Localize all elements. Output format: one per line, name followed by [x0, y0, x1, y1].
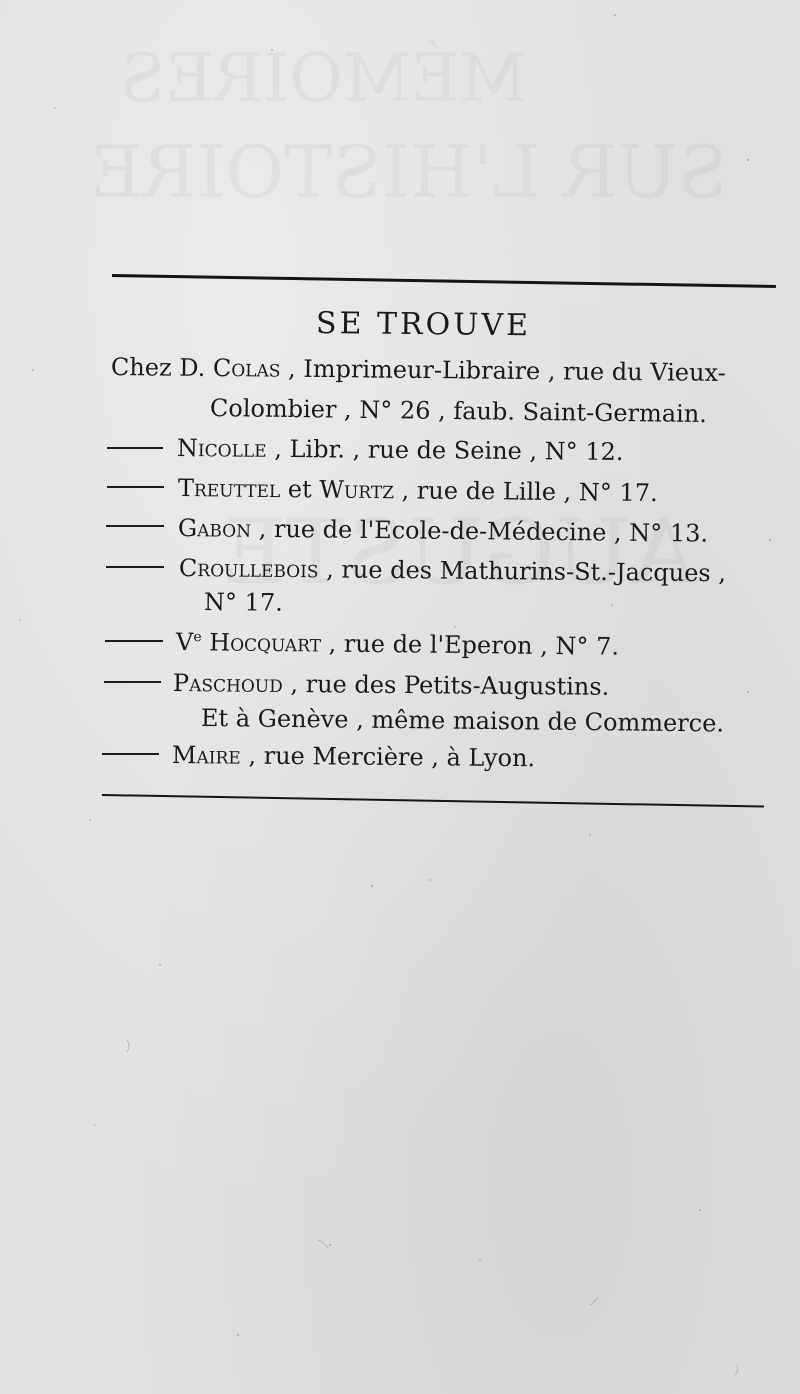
bottom-rule [102, 794, 764, 808]
entry-wurtz-name: Wurtz [319, 475, 395, 505]
entry-dash [107, 447, 163, 449]
entry-maire-address: , rue Mercière , à Lyon. [240, 741, 536, 773]
entry-paschoud-address: , rue des Petits-Augustins. [282, 669, 610, 701]
entry-treuttel-conj: et [280, 475, 320, 504]
entry-dash [106, 566, 164, 568]
entry-paschoud-name: Paschoud [172, 669, 283, 698]
entry-hocquart-superscript: e [193, 629, 202, 646]
entry-colas-address: , Imprimeur-Libraire , rue du Vieux- [280, 354, 726, 387]
entry-paschoud-line-1 [173, 669, 610, 701]
entry-hocquart [176, 628, 619, 661]
entry-colas-continuation: Colombier , N° 26 , faub. Saint-Germain. [209, 394, 708, 429]
entry-colas-name: Colas [212, 353, 281, 383]
entry-gabon [178, 514, 708, 548]
entry-nicolle-address: , Libr. , rue de Seine , N° 12. [266, 434, 624, 466]
entry-dash [102, 753, 159, 755]
entry-colas-line-1 [111, 353, 726, 387]
heading-se-trouve: SE TROUVE [315, 306, 532, 344]
entry-treuttel-name: Treuttel [177, 474, 281, 504]
entry-dash [106, 525, 164, 527]
bleed-through-ghost-text [90, 130, 728, 214]
entry-hocquart-name: Hocquart [201, 628, 322, 658]
entry-paschoud-line-2 [201, 704, 724, 737]
entry-dash [105, 640, 163, 642]
entry-gabon-name: Gabon [177, 514, 252, 543]
entry-hocquart-address: , rue de l'Eperon , N° 7. [320, 629, 620, 661]
entry-maire [172, 741, 535, 772]
entry-nicolle-name: Nicolle [176, 434, 267, 463]
entry-paschoud-continuation: Et à Genève , même maison de Commerce. [200, 704, 725, 738]
entry-croullebois-address: , rue des Mathurins-St.-Jacques , [318, 555, 727, 588]
entry-treuttel-wurtz-address: , rue de Lille , N° 17. [393, 476, 658, 508]
entry-colas-line-2 [210, 394, 707, 428]
entry-nicolle [177, 434, 624, 466]
entry-croullebois-continuation: N° 17. [203, 588, 283, 617]
entry-croullebois-name: Croullebois [178, 554, 319, 584]
entry-hocquart-prefix: V [175, 628, 194, 657]
entry-treuttel-wurtz [178, 474, 658, 507]
entry-croullebois-line-1 [179, 554, 726, 587]
entry-dash [107, 486, 164, 488]
entry-colas-prefix: Chez D. [110, 353, 214, 382]
entry-gabon-address: , rue de l'Ecole-de-Médecine , N° 13. [250, 514, 709, 548]
entry-croullebois-line-2 [204, 588, 283, 617]
top-rule [112, 274, 776, 288]
entry-maire-name: Maire [171, 741, 241, 770]
bleed-through-ghost-text [120, 40, 527, 117]
entry-dash [104, 681, 161, 683]
